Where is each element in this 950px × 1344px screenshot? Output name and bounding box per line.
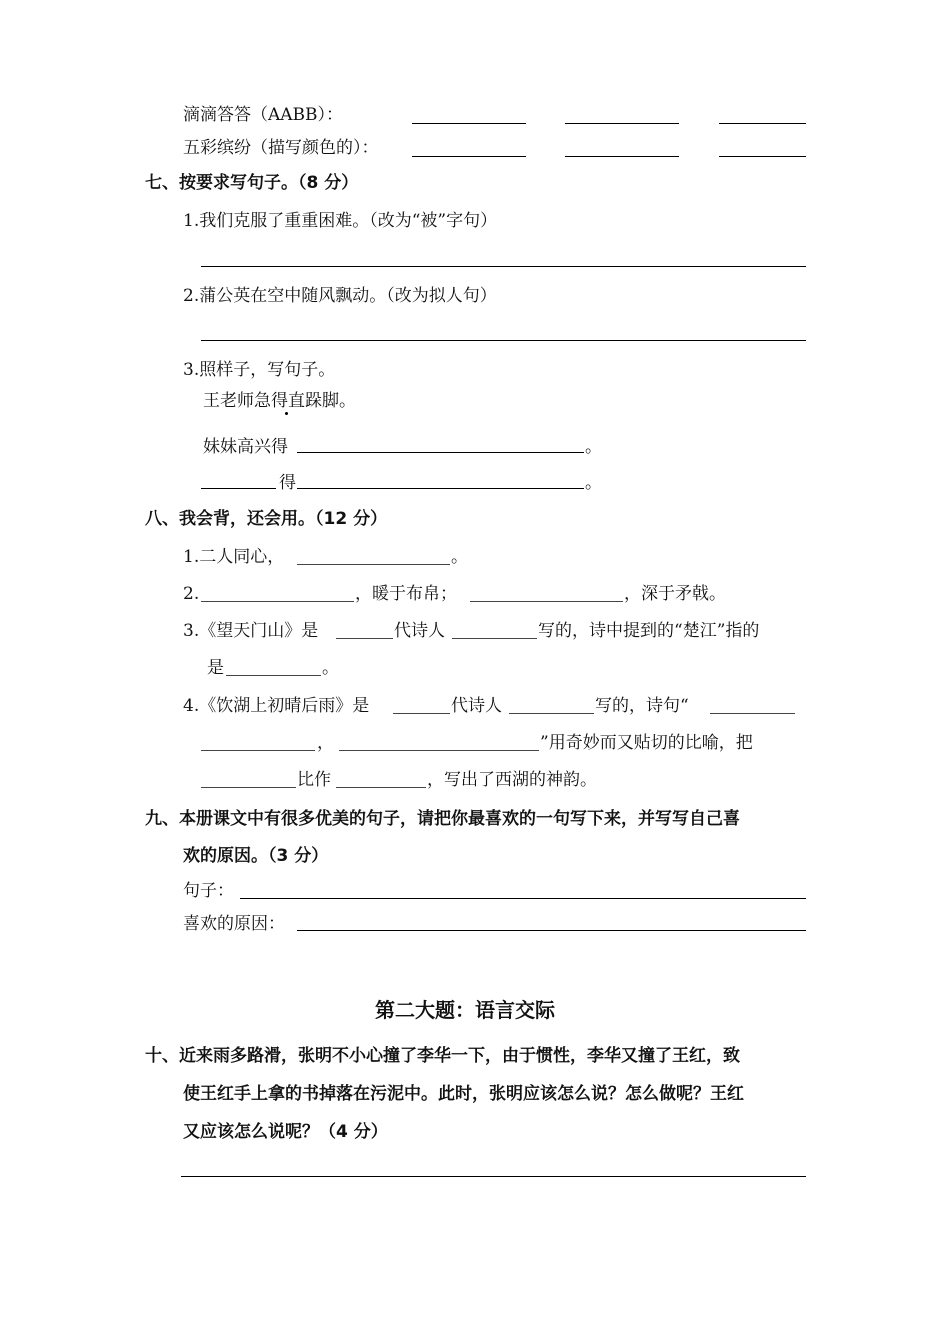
answer-line[interactable] <box>181 1176 806 1177</box>
question-8-4-text: 写的，诗句“ <box>595 696 689 716</box>
period: 。 <box>451 547 468 567</box>
answer-blank[interactable] <box>509 713 594 714</box>
answer-blank[interactable] <box>336 787 426 788</box>
answer-blank[interactable] <box>297 564 450 565</box>
de-character: 得 <box>279 473 296 493</box>
example-sentence: 王老师急得直跺脚。 <box>203 391 356 411</box>
section-10-heading-cont: 使王红手上拿的书掉落在污泥中。此时，张明应该怎么说？怎么做呢？王红 <box>183 1084 744 1104</box>
answer-blank[interactable] <box>339 750 539 751</box>
question-8-2-number: 2. <box>183 584 200 604</box>
answer-blank[interactable] <box>470 601 623 602</box>
section-9-heading-cont: 欢的原因。（3 分） <box>183 846 329 866</box>
reason-label: 喜欢的原因： <box>183 914 285 934</box>
emphasis-dot <box>285 412 288 415</box>
section-10-heading: 十、近来雨多路滑，张明不小心撞了李华一下，由于惯性，李华又撞了王红，致 <box>145 1046 740 1066</box>
reason-answer-line[interactable] <box>297 930 806 931</box>
period: 。 <box>585 473 602 493</box>
question-8-4-text: ”用奇妙而又贴切的比喻，把 <box>540 733 753 753</box>
section-10-heading-cont: 又应该怎么说呢？（4 分） <box>183 1122 388 1142</box>
answer-blank[interactable] <box>201 488 276 489</box>
answer-blank[interactable] <box>201 750 315 751</box>
answer-blank[interactable] <box>719 123 806 124</box>
question-7-2: 2.蒲公英在空中随风飘动。（改为拟人句） <box>183 286 497 306</box>
answer-blank[interactable] <box>565 123 679 124</box>
question-8-3-text: 3.《望天门山》是 <box>183 621 319 641</box>
sentence-answer-line[interactable] <box>240 898 806 899</box>
answer-blank[interactable] <box>412 123 526 124</box>
sentence-label: 句子： <box>183 881 234 901</box>
section-7-heading: 七、按要求写句子。（8 分） <box>145 173 359 193</box>
question-8-4-text: 4.《饮湖上初晴后雨》是 <box>183 696 370 716</box>
period: 。 <box>322 658 339 678</box>
part-2-title: 第二大题：语言交际 <box>375 998 555 1022</box>
question-8-4-text: 比作 <box>297 770 331 790</box>
question-8-3-text: 写的，诗中提到的“楚江”指的 <box>538 621 760 641</box>
answer-blank[interactable] <box>710 713 795 714</box>
question-8-4-text: ， <box>317 733 334 753</box>
question-8-3-text: 代诗人 <box>394 621 445 641</box>
answer-blank[interactable] <box>452 638 537 639</box>
word-row-color-label: 五彩缤纷（描写颜色的）： <box>183 138 379 158</box>
sentence-prefix: 妹妹高兴得 <box>203 437 288 457</box>
section-9-heading: 九、本册课文中有很多优美的句子，请把你最喜欢的一句写下来，并写写自己喜 <box>145 809 740 829</box>
question-8-4-text: ，写出了西湖的神韵。 <box>427 770 597 790</box>
answer-blank[interactable] <box>297 488 584 489</box>
question-8-3-text: 是 <box>207 658 224 678</box>
period: 。 <box>585 437 602 457</box>
answer-blank[interactable] <box>297 452 584 453</box>
answer-line[interactable] <box>201 340 806 341</box>
answer-blank[interactable] <box>226 675 321 676</box>
question-8-2-text: ，暖于布帛； <box>355 584 457 604</box>
question-8-4-text: 代诗人 <box>451 696 502 716</box>
answer-blank[interactable] <box>412 156 526 157</box>
question-7-1: 1.我们克服了重重困难。（改为“被”字句） <box>183 211 498 231</box>
answer-blank[interactable] <box>719 156 806 157</box>
question-7-3: 3.照样子，写句子。 <box>183 360 336 380</box>
answer-blank[interactable] <box>201 787 296 788</box>
answer-line[interactable] <box>201 266 806 267</box>
question-8-2-text: ，深于矛戟。 <box>624 584 726 604</box>
answer-blank[interactable] <box>201 601 354 602</box>
word-row-aabb-label: 滴滴答答（AABB）： <box>183 105 344 125</box>
answer-blank[interactable] <box>565 156 679 157</box>
section-8-heading: 八、我会背，还会用。（12 分） <box>145 509 388 529</box>
answer-blank[interactable] <box>393 713 450 714</box>
answer-blank[interactable] <box>336 638 393 639</box>
question-8-1-text: 1.二人同心， <box>183 547 285 567</box>
